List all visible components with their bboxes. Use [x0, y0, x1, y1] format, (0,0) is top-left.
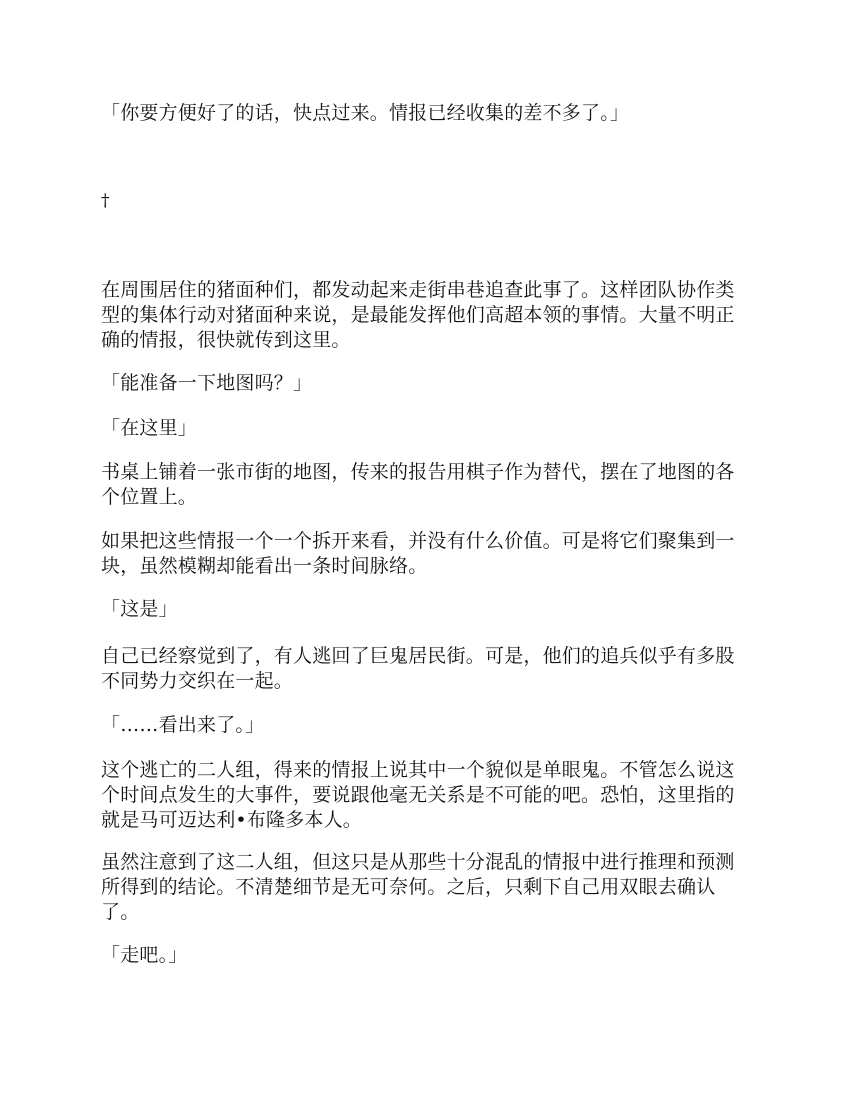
paragraph-11: 「走吧。」 [101, 944, 188, 966]
paragraph-10: 虽然注意到了这二人组，但这只是从那些十分混乱的情报中进行推理和预测所得到的结论。不清楚细节是无可奈何。之后，只剩下自己用双眼去确认了。 [101, 851, 735, 923]
paragraph-8: 「……看出来了。」 [101, 714, 265, 736]
paragraph-4: 书桌上铺着一张市街的地图，传来的报告用棋子作为替代，摆在了地图的各个位置上。 [101, 461, 735, 508]
paragraph-1: 在周围居住的猪面种们，都发动起来走街串巷追查此事了。这样团队协作类型的集体行动对猪面种来说，是最能发挥他们高超本领的事情。大量不明正确的情报，很快就传到这里。 [101, 279, 735, 351]
paragraph-3: 「在这里」 [101, 417, 198, 439]
paragraph-5: 如果把这些情报一个一个拆开来看，并没有什么价值。可是将它们聚集到一块，虽然模糊却能看出一条时间脉络。 [101, 530, 735, 577]
paragraph-9: 这个逃亡的二人组，得来的情报上说其中一个貌似是单眼鬼。不管怎么说这个时间点发生的大事件，要说跟他毫无关系是不可能的吧。恐怕，这里指的就是马可迈达利•布隆多本人。 [101, 759, 735, 831]
paragraph-2: 「能准备一下地图吗？」 [101, 372, 313, 394]
section-separator: † [101, 191, 110, 211]
dialogue-paragraph: 「你要方便好了的话，快点过来。情报已经收集的差不多了。」 [101, 102, 630, 124]
paragraph-6: 「这是」 [101, 598, 178, 620]
paragraph-7: 自己已经察觉到了，有人逃回了巨鬼居民街。可是，他们的追兵似乎有多股不同势力交织在一起。 [101, 645, 735, 692]
